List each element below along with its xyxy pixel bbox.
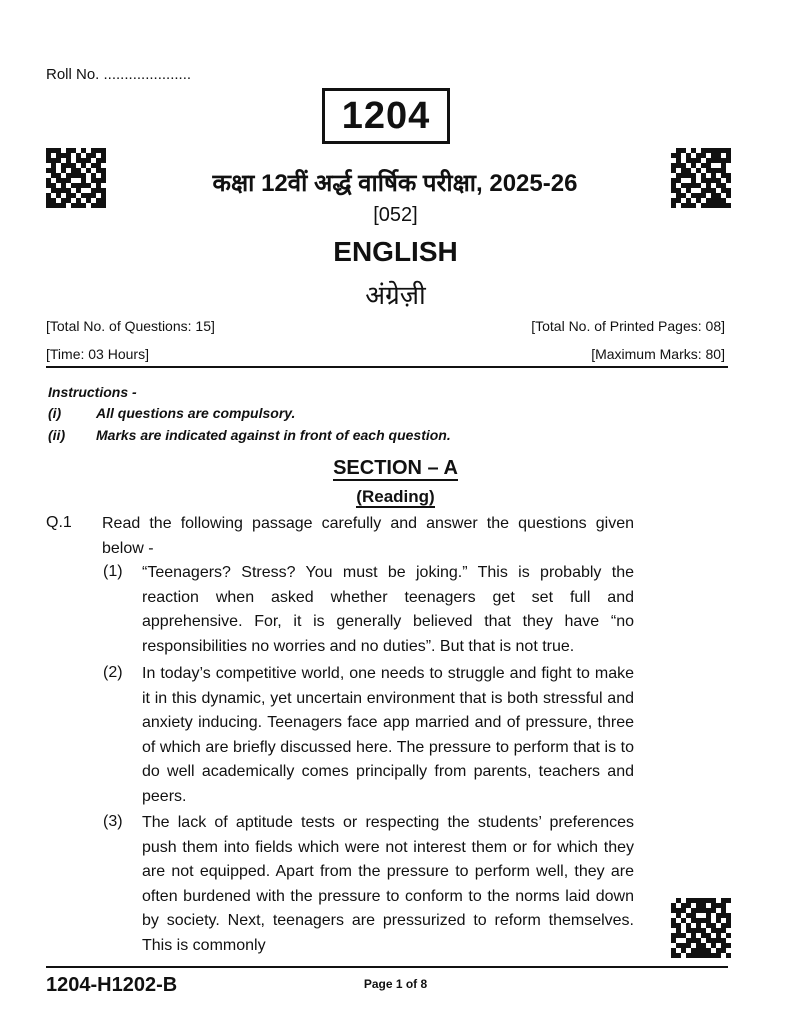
page-number: Page 1 of 8 [363,977,428,991]
subject-code: [052] [373,204,418,226]
divider [46,366,728,368]
section-subtitle: (Reading) [356,487,435,506]
subject-title: ENGLISH [333,236,458,267]
total-pages: [Total No. of Printed Pages: 08] [531,318,725,334]
instruction-text: All questions are compulsory. [96,405,296,421]
question-prompt: Read the following passage carefully and answer the questions given below - [102,515,634,557]
roll-number: Roll No. ..................... [46,66,192,83]
maximum-marks: [Maximum Marks: 80] [591,346,725,362]
instruction-number: (i) [48,405,62,421]
instructions-heading: Instructions - [48,384,137,400]
paper-code: 1204 [341,94,431,137]
time-allowed: [Time: 03 Hours] [46,346,149,362]
total-questions: [Total No. of Questions: 15] [46,318,215,334]
instruction-number: (ii) [48,427,66,443]
question-number: Q.1 [46,514,72,531]
instruction-item [48,427,451,443]
subject-title-hindi: अंग्रेज़ी [365,280,426,310]
paragraph-number: (2) [103,664,123,681]
footer-code: 1204-H1202-B [46,974,178,996]
paragraph-number: (1) [103,563,123,580]
paper-code-box [322,88,450,144]
instruction-item [48,405,295,421]
section-title: SECTION – A [333,457,458,479]
qr-code-icon [46,148,106,208]
passage-paragraph: The lack of aptitude tests or respecting the students’ preferences push them into fields which were not interest them or for which they are not equipped. Apart from the pressure to perform well, they are often burdened with the pressure to conform to the norms laid down by society. Next, teenagers are pressurized to reform themselves. This is commonly [142,814,634,954]
footer-divider [46,966,728,968]
exam-title: कक्षा 12वीं अर्द्ध वार्षिक परीक्षा, 2025-26 [212,170,578,197]
instruction-text: Marks are indicated against in front of each question. [96,427,451,443]
passage-paragraph: In today’s competitive world, one needs to struggle and fight to make it in this dynamic, yet uncertain environment that is both stressful and anxiety inducing. Teenagers face app married and of pressure, three of which are briefly discussed here. The pressure to perform that is to do well academically comes principally from parents, teachers and peers. [142,665,634,805]
qr-code-icon [671,148,731,208]
paragraph-number: (3) [103,813,123,830]
passage-paragraph: “Teenagers? Stress? You must be joking.” This is probably the reaction when asked whether teenagers get set full and apprehensive. For, it is generally believed that they have “no responsibilities no worries and no duties”. But that is not true. [142,564,634,655]
qr-code-icon [671,898,731,958]
